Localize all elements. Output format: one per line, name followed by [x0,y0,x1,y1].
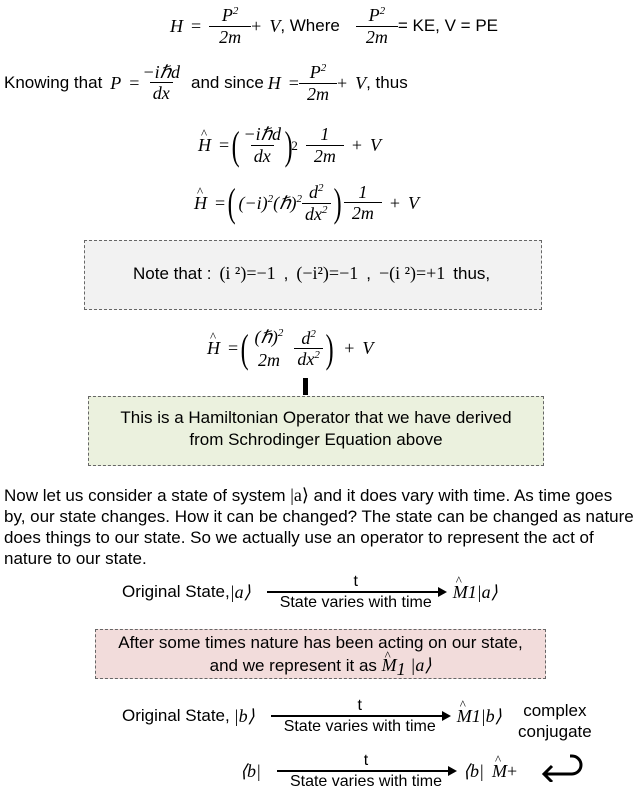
arrow-right-icon [267,591,445,593]
fraction-ke: $\frac{P^2}{2m}$ [356,5,398,47]
equation-hamiltonian-operator-step1: ^ H = ( $\frac{\text{−iℏd}}{dx}$ ) 2 $\frac{1}{2m}$ + V [198,125,381,166]
equation-hamiltonian-classical: H = $\frac{P^2}{2m}$ + V , Where $\frac{P^2}{2m}$ = KE, V = PE [170,5,499,47]
state-flow-bra-b: ⟨b| t State varies with time ⟨b| ^ M + [240,752,517,791]
hamiltonian-note-box: This is a Hamiltonian Operator that we have derived from Schrodinger Equation above [88,396,544,466]
connector-bar [303,378,308,395]
fraction-p2-over-2m: $\frac{P^2}{2m}$ [299,62,337,104]
note-box: Note that : (i ²)=−1 , (−i²)=−1 , −(i ²)=+1 thus, [84,240,542,310]
fraction-ihd-over-dx: $\frac{\text{−iℏd}}{dx}$ [142,61,181,104]
state-flow-b: Original State, |b⟩ t State varies with time ^ M 1 |b⟩ [122,697,502,736]
time-arrow: t State varies with time [271,697,449,736]
symbol-h: H [170,15,183,36]
symbol-h-hat: ^ H [198,135,211,156]
nature-note-box: After some times nature has been acting on our state, and we represent it as ^ $M_1$ |a⟩ [95,629,546,679]
ke-pe-text: = KE, V = PE [397,16,499,36]
equation-hamiltonian-operator-step2: ^ H = ( $(-i)^2$ (ℏ)$^2$ $\frac{d^2}{dx^2}$ ) $\frac{1}{2m}$ + V [194,182,419,224]
time-arrow: t State varies with time [267,573,445,612]
explanation-paragraph: Now let us consider a state of system |a⟩ and it does vary with time. As time goes by, our state changes. How it can be changed? The state can be changed as nature does things to our state. So we actually use an operator to represent the act of nature to our state. [4,485,634,568]
time-arrow: t State varies with time [277,752,455,791]
complex-conjugate-label: complex conjugate [518,701,592,741]
state-flow-a: Original State, |a⟩ t State varies with time ^ M 1 |a⟩ [122,573,498,612]
fraction-p2-over-2m: $\frac{P^2}{2m}$ [209,5,251,47]
arrow-right-icon [271,715,449,717]
where-text: , Where [280,16,340,36]
equation-hamiltonian-operator-final: ^ H = ( (ℏ)$^2$ 2m $\frac{d^2}{dx^2}$ ) + V [207,327,373,370]
arrow-right-icon [277,770,455,772]
return-arrow-icon [540,752,584,782]
equation-momentum-operator: Knowing that P = $\frac{\text{−iℏd}}{dx}$ and since H = $\frac{P^2}{2m}$ + V , thus [4,61,408,104]
